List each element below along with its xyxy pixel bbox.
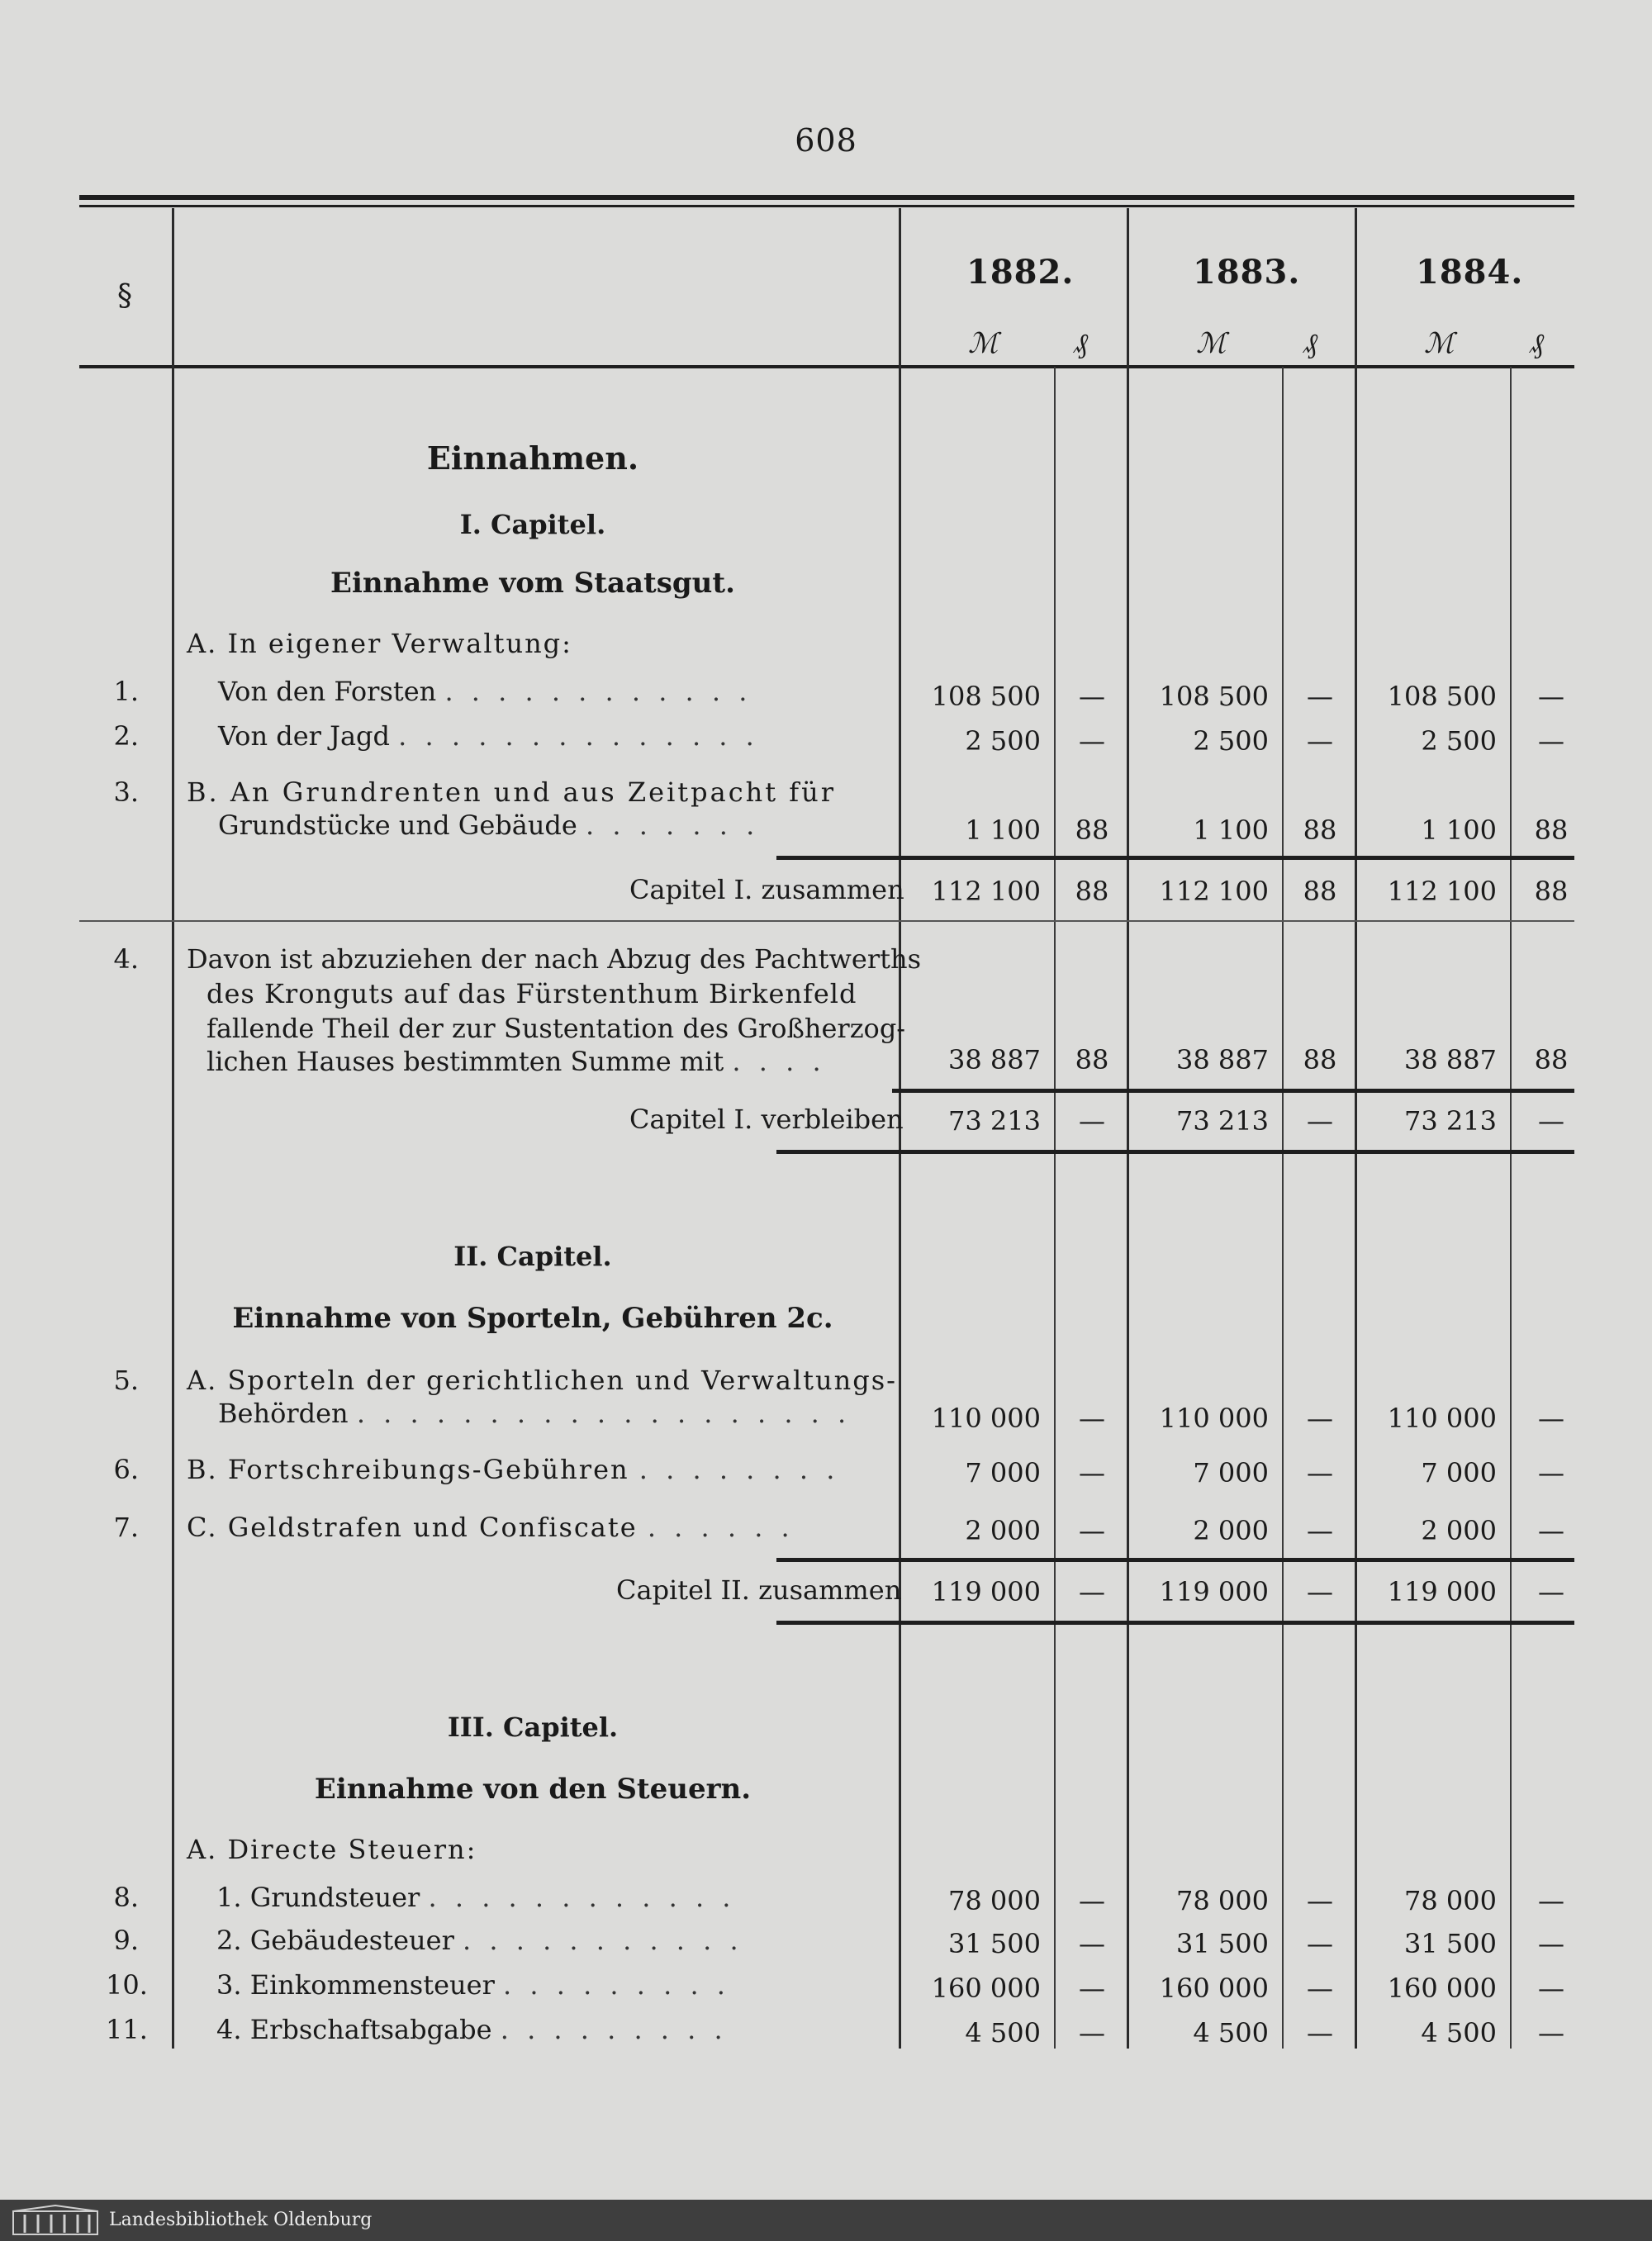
row-num: 11. — [106, 2014, 148, 2045]
amount-1882: 1 100 — [965, 814, 1041, 846]
pf-unit-1883: ₰ — [1303, 327, 1317, 360]
header-rule — [79, 365, 1574, 368]
year-1884: 1884. — [1416, 253, 1524, 292]
pf-1883: — — [1307, 1973, 1333, 2004]
pf-1884: — — [1538, 1403, 1564, 1434]
amount-1884: 2 000 — [1421, 1515, 1497, 1546]
amount-1883: 108 500 — [1159, 681, 1269, 712]
amount-1882: 108 500 — [931, 681, 1041, 712]
amount-1884: 78 000 — [1404, 1885, 1497, 1916]
amount-1883: 112 100 — [1159, 876, 1269, 907]
amount-1884: 2 500 — [1421, 725, 1497, 757]
row-label-line1: Davon ist abzuziehen der nach Abzug des Pachtwerths — [187, 943, 922, 975]
row-label: C. Geldstrafen und Confiscate . . . . . . — [187, 1512, 795, 1543]
amount-1884: 119 000 — [1387, 1576, 1497, 1607]
sum-rule — [892, 1089, 1574, 1093]
pf-1882: — — [1079, 1928, 1105, 1959]
amount-1882: 31 500 — [948, 1928, 1041, 1959]
year-1883: 1883. — [1193, 253, 1301, 292]
amount-1882: 78 000 — [948, 1885, 1041, 1916]
col-line-1884 — [1355, 208, 1357, 2049]
row-num: 4. — [113, 943, 139, 975]
subtotal-label: Capitel I. zusammen — [629, 874, 904, 905]
top-rule-thin — [79, 205, 1574, 207]
amount-1882: 160 000 — [931, 1973, 1041, 2004]
amount-1883: 78 000 — [1176, 1885, 1269, 1916]
row-label-line3: fallende Theil der zur Sustentation des Großherzog- — [206, 1013, 906, 1044]
sum-rule — [776, 856, 1574, 860]
amount-1882: 4 500 — [965, 2017, 1041, 2049]
pf-1883: 88 — [1303, 876, 1337, 907]
amount-1882: 73 213 — [948, 1105, 1041, 1137]
amount-1882: 112 100 — [931, 876, 1041, 907]
amount-1883: 38 887 — [1176, 1044, 1269, 1075]
pf-1882: 88 — [1075, 1044, 1109, 1075]
pf-unit-1884: ₰ — [1530, 327, 1544, 360]
amount-1884: 4 500 — [1421, 2017, 1497, 2049]
amount-1884: 31 500 — [1404, 1928, 1497, 1959]
amount-1884: 110 000 — [1387, 1403, 1497, 1434]
subhead-eigene-verwaltung: A. In eigener Verwaltung: — [187, 628, 572, 659]
row-rule — [79, 920, 1574, 922]
pf-1884: 88 — [1534, 814, 1569, 846]
row-num: 6. — [113, 1454, 139, 1485]
amount-1882: 2 000 — [965, 1515, 1041, 1546]
row-label-line4: lichen Hauses bestimmten Summe mit . . . . — [206, 1046, 826, 1077]
col-line-1884-pf — [1510, 367, 1512, 2049]
row-num: 5. — [113, 1365, 139, 1396]
pf-1882: 88 — [1075, 814, 1109, 846]
row-label-line1: A. Sporteln der gerichtlichen und Verwaltungs- — [187, 1365, 897, 1396]
row-num: 10. — [106, 1969, 148, 2001]
pf-1883: 88 — [1303, 1044, 1337, 1075]
pf-1884: — — [1538, 1885, 1564, 1916]
double-rule — [776, 1150, 1574, 1154]
pf-1882: — — [1079, 1885, 1105, 1916]
heading-cap1-title: Einnahme vom Staatsgut. — [330, 567, 735, 600]
amount-1884: 160 000 — [1387, 1973, 1497, 2004]
pf-1884: — — [1538, 2017, 1564, 2049]
amount-1884: 7 000 — [1421, 1457, 1497, 1488]
pf-1883: — — [1307, 1515, 1333, 1546]
pf-1884: — — [1538, 1576, 1564, 1607]
paragraph-sign: § — [117, 279, 132, 313]
pf-1883: — — [1307, 1403, 1333, 1434]
year-1882: 1882. — [966, 253, 1075, 292]
pf-1884: — — [1538, 681, 1564, 712]
row-num: 7. — [113, 1512, 139, 1543]
row-label: 2. Gebäudesteuer . . . . . . . . . . . — [216, 1925, 743, 1956]
pf-1884: — — [1538, 1515, 1564, 1546]
pf-1884: — — [1538, 1105, 1564, 1137]
amount-1884: 73 213 — [1404, 1105, 1497, 1137]
amount-1883: 1 100 — [1193, 814, 1269, 846]
row-label-line2: Grundstücke und Gebäude . . . . . . . — [218, 810, 760, 841]
row-label-line2: des Kronguts auf das Fürstenthum Birkenfeld — [206, 978, 857, 1009]
row-num: 9. — [113, 1925, 139, 1956]
col-line-1883 — [1127, 208, 1129, 2049]
amount-1883: 110 000 — [1159, 1403, 1269, 1434]
row-label: 3. Einkommensteuer . . . . . . . . . — [216, 1969, 730, 2001]
amount-1884: 112 100 — [1387, 876, 1497, 907]
library-name: Landesbibliothek Oldenburg — [109, 2210, 373, 2230]
mark-unit-1882: ℳ — [968, 327, 999, 360]
heading-cap3-title: Einnahme von den Steuern. — [314, 1773, 752, 1806]
col-line-1882-pf — [1054, 367, 1056, 2049]
row-num: 1. — [113, 676, 139, 707]
amount-1883: 2 000 — [1193, 1515, 1269, 1546]
amount-1882: 7 000 — [965, 1457, 1041, 1488]
amount-1883: 4 500 — [1193, 2017, 1269, 2049]
row-label: 4. Erbschaftsabgabe . . . . . . . . . — [216, 2014, 728, 2045]
amount-1883: 31 500 — [1176, 1928, 1269, 1959]
pf-1884: 88 — [1534, 876, 1569, 907]
subhead-directe-steuern: A. Directe Steuern: — [187, 1834, 477, 1865]
amount-1883: 2 500 — [1193, 725, 1269, 757]
amount-1883: 119 000 — [1159, 1576, 1269, 1607]
pf-1883: 88 — [1303, 814, 1337, 846]
heading-einnahmen: Einnahmen. — [426, 439, 639, 477]
amount-1882: 2 500 — [965, 725, 1041, 757]
pf-1882: — — [1079, 1457, 1105, 1488]
row-num: 3. — [113, 776, 139, 808]
pf-1883: — — [1307, 725, 1333, 757]
amount-1883: 73 213 — [1176, 1105, 1269, 1137]
pf-1884: — — [1538, 1973, 1564, 2004]
page-number: 608 — [795, 122, 857, 159]
pf-1882: 88 — [1075, 876, 1109, 907]
subtotal-label: Capitel I. verbleiben — [629, 1104, 904, 1135]
pf-1882: — — [1079, 725, 1105, 757]
amount-1884: 1 100 — [1421, 814, 1497, 846]
pf-1883: — — [1307, 1457, 1333, 1488]
pf-1882: — — [1079, 1576, 1105, 1607]
row-label-line1: B. An Grundrenten und aus Zeitpacht für — [187, 776, 837, 808]
pf-1883: — — [1307, 1928, 1333, 1959]
row-label-line2: Behörden . . . . . . . . . . . . . . . . . . . — [218, 1398, 852, 1429]
amount-1884: 108 500 — [1387, 681, 1497, 712]
pf-1882: — — [1079, 1105, 1105, 1137]
pf-1883: — — [1307, 681, 1333, 712]
heading-cap1: I. Capitel. — [459, 509, 606, 540]
row-label: B. Fortschreibungs-Gebühren . . . . . . . . — [187, 1454, 840, 1485]
pf-unit-1882: ₰ — [1074, 327, 1088, 360]
pf-1883: — — [1307, 1885, 1333, 1916]
pf-1882: — — [1079, 1515, 1105, 1546]
heading-cap3: III. Capitel. — [447, 1712, 619, 1743]
mark-unit-1883: ℳ — [1196, 327, 1227, 360]
pf-1884: — — [1538, 725, 1564, 757]
pf-1882: — — [1079, 681, 1105, 712]
pf-1883: — — [1307, 1105, 1333, 1137]
amount-1883: 7 000 — [1193, 1457, 1269, 1488]
pf-1884: — — [1538, 1928, 1564, 1959]
footer-bar — [0, 2200, 1652, 2241]
pf-1883: — — [1307, 1576, 1333, 1607]
amount-1884: 38 887 — [1404, 1044, 1497, 1075]
subtotal-label: Capitel II. zusammen — [616, 1574, 902, 1606]
heading-cap2-title: Einnahme von Sporteln, Gebühren 2c. — [232, 1302, 833, 1335]
top-rule — [79, 195, 1574, 200]
row-label: 1. Grundsteuer . . . . . . . . . . . . — [216, 1882, 736, 1913]
row-label: Von den Forsten . . . . . . . . . . . . — [218, 676, 752, 707]
mark-unit-1884: ℳ — [1424, 327, 1455, 360]
heading-cap2: II. Capitel. — [453, 1241, 612, 1272]
pf-1882: — — [1079, 1973, 1105, 2004]
double-rule — [776, 1621, 1574, 1625]
amount-1882: 119 000 — [931, 1576, 1041, 1607]
pf-1882: — — [1079, 1403, 1105, 1434]
pf-1883: — — [1307, 2017, 1333, 2049]
pf-1884: 88 — [1534, 1044, 1569, 1075]
sum-rule — [776, 1558, 1574, 1562]
row-label: Von der Jagd . . . . . . . . . . . . . . — [218, 720, 759, 752]
amount-1882: 38 887 — [948, 1044, 1041, 1075]
pf-1882: — — [1079, 2017, 1105, 2049]
row-num: 8. — [113, 1882, 139, 1913]
pf-1884: — — [1538, 1457, 1564, 1488]
amount-1883: 160 000 — [1159, 1973, 1269, 2004]
col-line-1883-pf — [1282, 367, 1284, 2049]
row-num: 2. — [113, 720, 139, 752]
amount-1882: 110 000 — [931, 1403, 1041, 1434]
library-logo-icon — [12, 2205, 99, 2236]
